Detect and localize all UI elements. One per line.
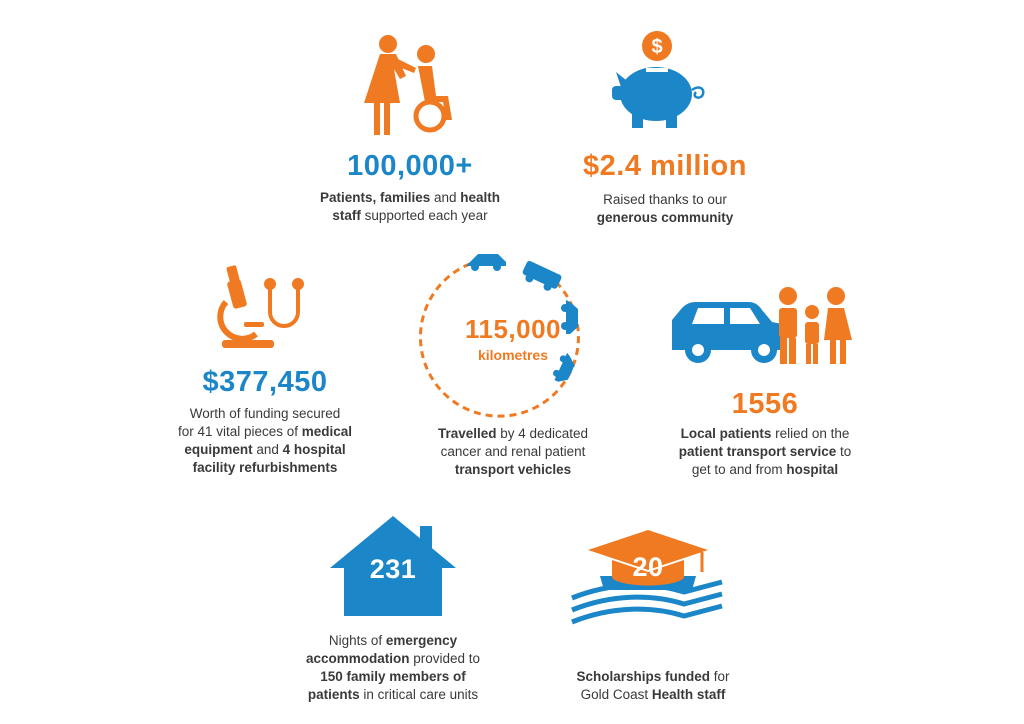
desc-bold-text: health <box>460 190 501 205</box>
stat-patients-value: 100,000+ <box>347 150 473 182</box>
stat-km-value: 115,000 <box>464 314 562 344</box>
desc-text: relied on the <box>771 426 850 441</box>
stat-km-desc <box>398 425 628 479</box>
desc-text: for <box>710 669 730 684</box>
desc-text: Worth of funding secured <box>189 406 341 421</box>
desc-bold-text: Patients, families <box>319 190 431 205</box>
piggy-bank-icon <box>608 30 718 130</box>
desc-bold-text: generous community <box>596 210 734 225</box>
stat-nights-desc <box>280 632 506 704</box>
microscope-stethoscope-icon <box>212 262 312 352</box>
stat-scholarships-desc <box>538 668 768 704</box>
stat-raised-value: $2.4 million <box>583 150 747 182</box>
desc-text: to <box>836 444 852 459</box>
stat-patients-desc <box>290 189 530 225</box>
desc-bold-text: emergency <box>385 633 458 648</box>
desc-text: by 4 dedicated <box>496 426 589 441</box>
desc-bold-text: hospital <box>786 462 839 477</box>
wheelchair-carer-icon <box>350 28 470 138</box>
car-icon <box>466 254 506 271</box>
desc-bold-text: Local patients <box>680 426 772 441</box>
dollar-coin-label: $ <box>651 36 663 58</box>
stat-km-unit: kilometres <box>477 347 549 363</box>
car-family-icon <box>668 286 863 368</box>
desc-bold-text: medical <box>301 424 353 439</box>
desc-text: Nights of <box>328 633 386 648</box>
desc-text: get to and from <box>691 462 787 477</box>
desc-bold-text: transport vehicles <box>454 462 572 477</box>
desc-bold-text: 4 hospital <box>282 442 346 457</box>
desc-bold-text: 150 family members of <box>320 669 466 684</box>
stat-funding-value: $377,450 <box>202 366 328 398</box>
stat-scholarships-value: 20 <box>632 552 664 582</box>
desc-bold-text: Scholarships funded <box>576 669 710 684</box>
desc-text: provided to <box>409 651 481 666</box>
desc-bold-text: accommodation <box>305 651 410 666</box>
desc-text: and <box>430 190 461 205</box>
desc-bold-text: staff <box>332 208 361 223</box>
desc-bold-text: equipment <box>184 442 253 457</box>
desc-bold-text: Travelled <box>437 426 497 441</box>
desc-text: supported each year <box>360 208 488 223</box>
desc-text: Raised thanks to our <box>603 192 727 207</box>
desc-bold-text: patients <box>307 687 360 702</box>
desc-text: in critical care units <box>359 687 479 702</box>
desc-text: cancer and renal patient <box>440 444 586 459</box>
stat-local-value: 1556 <box>731 388 799 420</box>
desc-text: and <box>252 442 283 457</box>
desc-text: Gold Coast <box>580 687 652 702</box>
desc-bold-text: Health staff <box>651 687 726 702</box>
desc-bold-text: patient transport service <box>678 444 837 459</box>
stat-local-desc <box>650 425 880 479</box>
stat-funding-desc <box>155 405 375 477</box>
stat-raised-desc <box>545 191 785 227</box>
desc-text: for 41 vital pieces of <box>177 424 302 439</box>
stat-nights-value: 231 <box>369 554 417 584</box>
van-icon <box>520 260 563 294</box>
desc-bold-text: facility refurbishments <box>192 460 338 475</box>
